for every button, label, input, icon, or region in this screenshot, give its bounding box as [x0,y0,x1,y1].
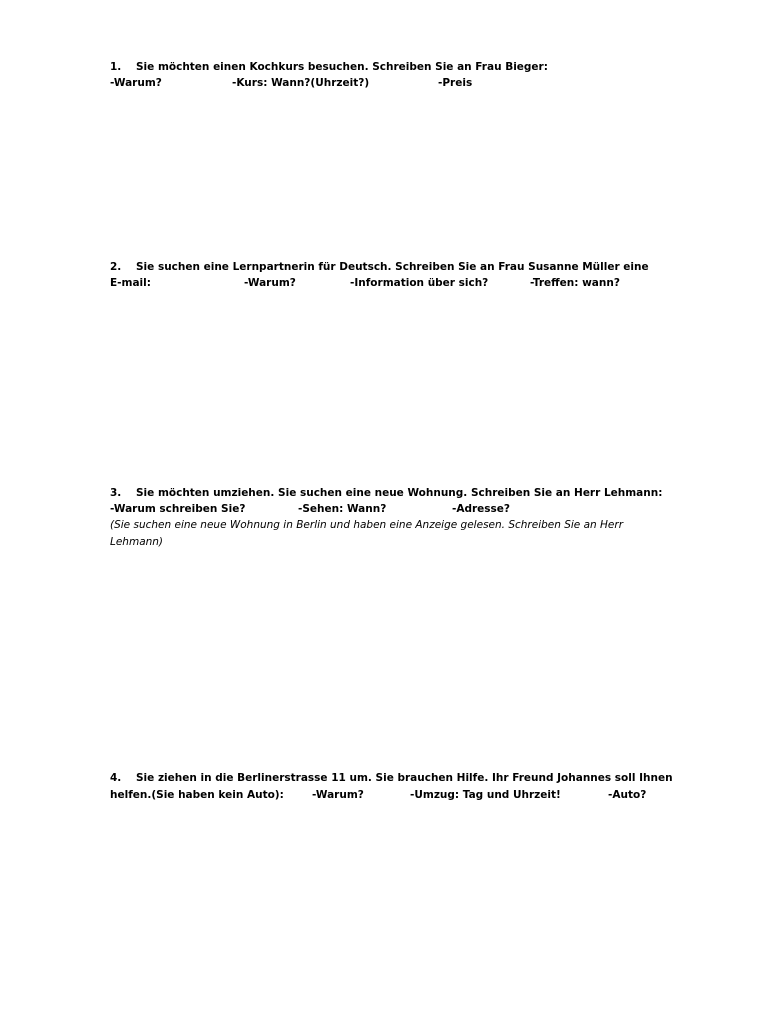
task-1-heading [110,60,548,74]
task-3-point-3: -Adresse? [452,503,511,515]
task-4-points [110,788,670,802]
task-2-instruction: Sie suchen eine Lernpartnerin für Deutsch. Schreiben Sie an Frau Susanne Müller eine [136,261,649,273]
task-2-heading [110,260,649,274]
task-4-heading [110,771,673,785]
task-4-number: 4. [110,772,122,784]
task-4-lead: helfen.(Sie haben kein Auto): [110,789,284,801]
task-1-point-1: -Warum? [110,77,162,89]
task-1-point-2: -Kurs: Wann?(Uhrzeit?) [232,77,370,89]
task-4-point-1: -Warum? [312,789,364,801]
task-4-instruction: Sie ziehen in die Berlinerstrasse 11 um. Sie brauchen Hilfe. Ihr Freund Johannes soll Ihnen [136,772,673,784]
task-3-points [110,502,670,516]
task-2-point-1: -Warum? [244,277,296,289]
task-2-number: 2. [110,261,122,273]
task-2-points [110,276,670,290]
task-1-number: 1. [110,61,122,73]
task-4-point-2: -Umzug: Tag und Uhrzeit! [410,789,561,801]
task-3-note-line-1: (Sie suchen eine neue Wohnung in Berlin und haben eine Anzeige gelesen. Schreiben Sie an Herr [110,519,624,531]
task-3-point-2: -Sehen: Wann? [298,503,387,515]
task-2-point-2: -Information über sich? [350,277,489,289]
task-3-note-line-2: Lehmann) [110,536,164,548]
task-3-instruction: Sie möchten umziehen. Sie suchen eine neue Wohnung. Schreiben Sie an Herr Lehmann: [136,487,663,499]
task-3-heading [110,486,662,500]
task-3-number: 3. [110,487,122,499]
task-2-point-3: -Treffen: wann? [530,277,620,289]
task-2-lead: E-mail: [110,277,151,289]
task-1-instruction: Sie möchten einen Kochkurs besuchen. Schreiben Sie an Frau Bieger: [136,61,548,73]
task-3-point-1: -Warum schreiben Sie? [110,503,246,515]
task-1-points [110,76,670,90]
task-4-point-3: -Auto? [608,789,647,801]
task-1-point-3: -Preis [438,77,473,89]
